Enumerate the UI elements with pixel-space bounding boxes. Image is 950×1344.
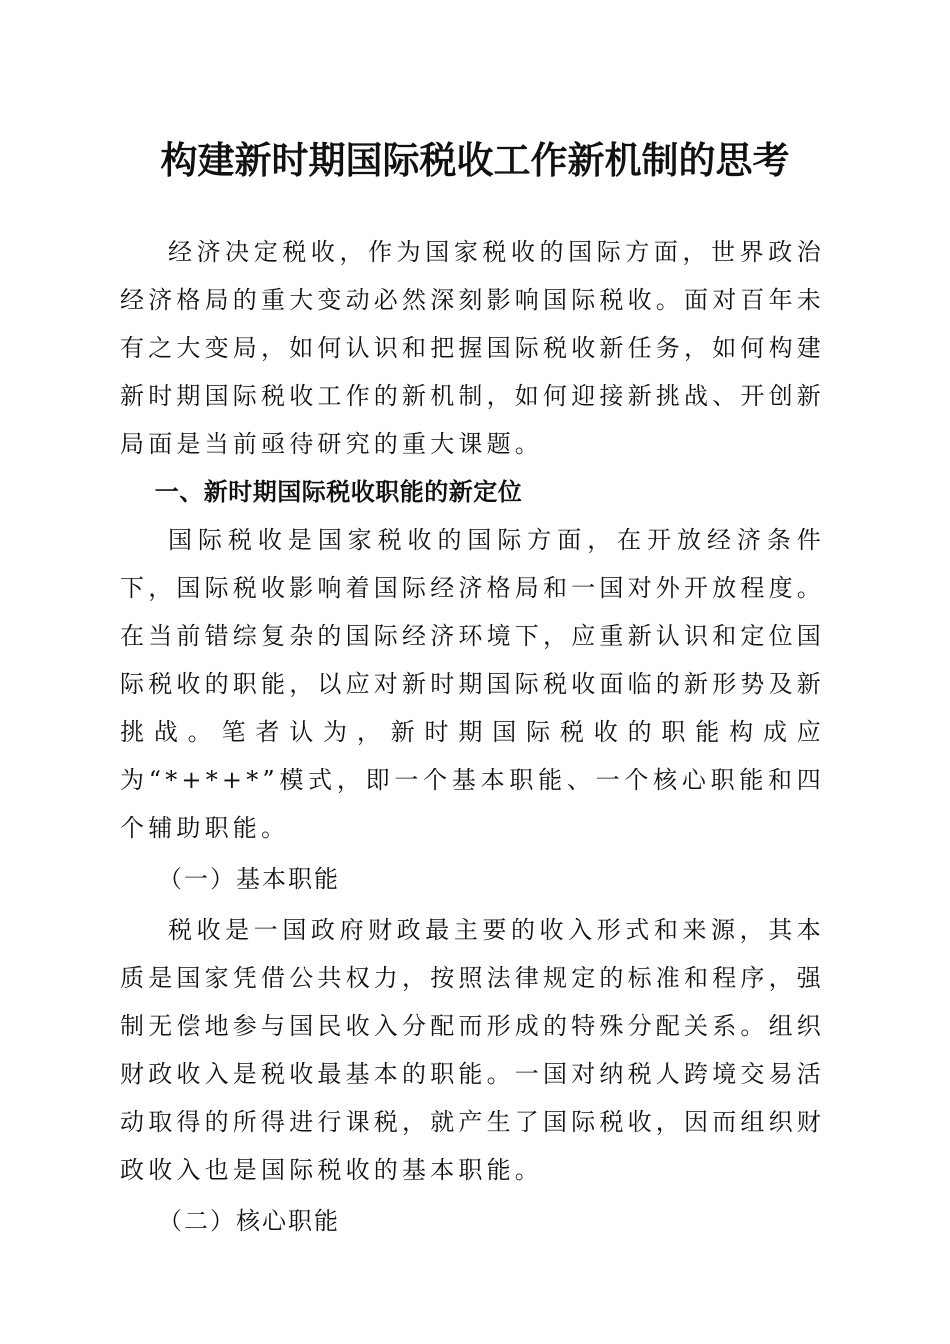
section-1-heading: 一、新时期国际税收职能的新定位 bbox=[154, 478, 523, 506]
document-title: 构建新时期国际税收工作新机制的思考 bbox=[160, 138, 790, 182]
subsection-2-heading: （二）核心职能 bbox=[158, 1207, 340, 1235]
subsection-1-heading: （一）基本职能 bbox=[158, 865, 340, 893]
document-body bbox=[120, 228, 825, 1245]
intro-paragraph: 经济决定税收，作为国家税收的国际方面，世界政治经济格局的重大变动必然深刻影响国际税收。面对百年未有之大变局，如何认识和把握国际税收新任务，如何构建新时期国际税收工作的新机制，如何迎接新挑战、开创新局面是当前亟待研究的重大课题。 bbox=[120, 238, 825, 458]
subsection-1-paragraph: 税收是一国政府财政最主要的收入形式和来源，其本质是国家凭借公共权力，按照法律规定的标准和程序，强制无偿地参与国民收入分配而形成的特殊分配关系。组织财政收入是税收最基本的职能。一国对纳税人跨境交易活动取得的所得进行课税，就产生了国际税收，因而组织财政收入也是国际税收的基本职能。 bbox=[120, 916, 825, 1184]
section-1-paragraph: 国际税收是国家税收的国际方面，在开放经济条件下，国际税收影响着国际经济格局和一国对外开放程度。在当前错综复杂的国际经济环境下，应重新认识和定位国际税收的职能，以应对新时期国际税收面临的新形势及新挑战。笔者认为，新时期国际税收的职能构成应为“*+*+*”模式，即一个基本职能、一个核心职能和四个辅助职能。 bbox=[120, 526, 825, 842]
